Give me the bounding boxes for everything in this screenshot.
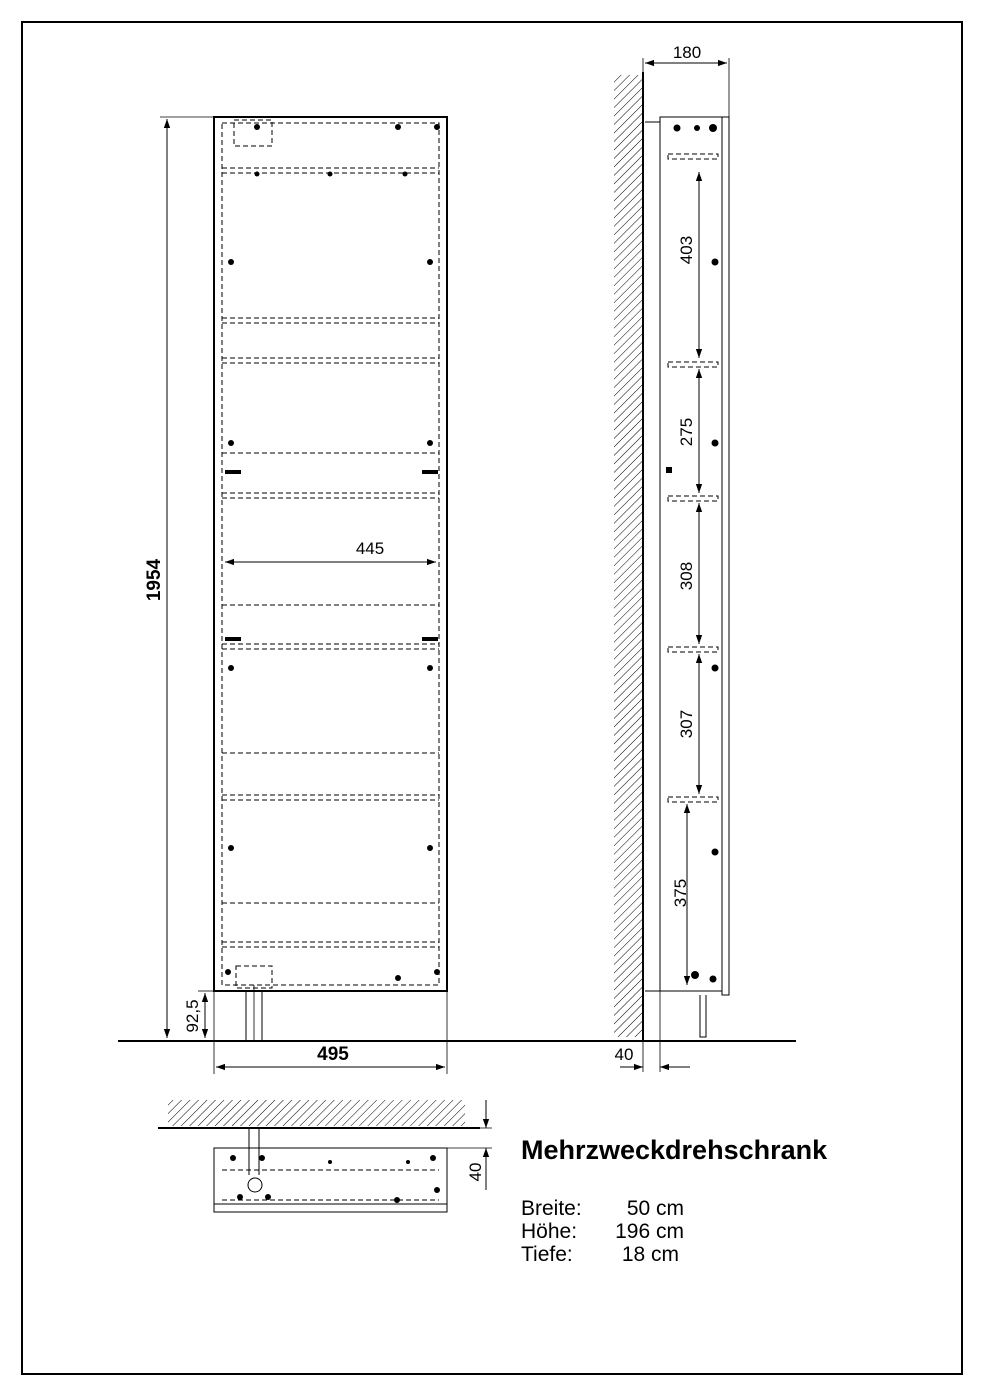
compartment-5-label: 375 [671, 878, 690, 908]
wall-hatch [614, 75, 642, 1037]
inner-width-label: 445 [355, 539, 385, 558]
compartment-2-label: 275 [677, 417, 696, 447]
height-label: 1954 [144, 558, 165, 602]
wall-gap-label: 40 [614, 1045, 634, 1064]
spec-depth-label: Tiefe: [521, 1243, 573, 1266]
compartment-3-label: 308 [677, 561, 696, 591]
title-block [521, 1135, 828, 1266]
product-name: Mehrzweckdrehschrank [521, 1135, 828, 1165]
front-cabinet-outline [214, 117, 447, 991]
top-gap-label: 40 [466, 1162, 485, 1182]
width-label: 495 [317, 1044, 349, 1065]
top-wall-hatch [168, 1100, 465, 1126]
side-door [722, 117, 729, 995]
page-frame [22, 22, 962, 1374]
top-door [214, 1204, 447, 1212]
side-view [614, 43, 729, 1072]
compartment-1-label: 403 [677, 235, 696, 265]
spec-width-label: Breite: [521, 1197, 582, 1220]
front-cabinet-inner [222, 123, 439, 985]
depth-label: 180 [672, 43, 702, 62]
foot-height-label: 92,5 [183, 999, 202, 1033]
spec-depth-value: 18 cm [621, 1243, 679, 1266]
top-view [158, 1100, 492, 1212]
spec-width-value: 50 cm [626, 1197, 684, 1220]
front-view [144, 117, 447, 1074]
spec-height-value: 196 cm [615, 1220, 684, 1243]
spec-height-label: Höhe: [521, 1220, 578, 1243]
compartment-4-label: 307 [677, 709, 696, 739]
front-fittings [225, 120, 440, 988]
front-shelves [222, 168, 439, 947]
